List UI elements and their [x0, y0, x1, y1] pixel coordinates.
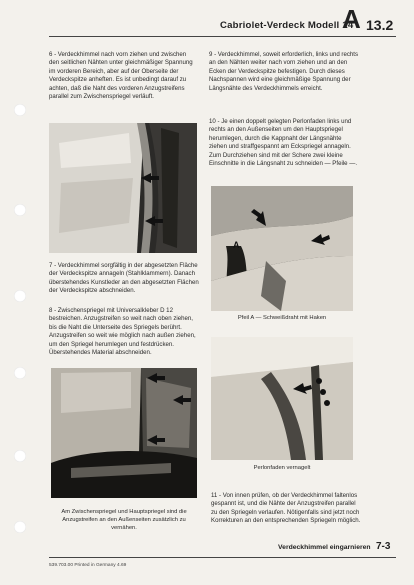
step-9-text: 9 - Verdeckhimmel, soweit erforderlich, links und rechts an den Nähten weiter nach vorn ziehen und an den Ecken der Verdeckspitze befestigen. Durch dieses Nachspannen wird eine gleichmäßige Spannung der Längsnähte des Verdeckhimmels erreicht. [209, 51, 359, 92]
caption-arrow-a: Pfeil A — Schweißdraht mit Haken [237, 315, 327, 321]
step-6-text: 6 - Verdeckhimmel nach vorn ziehen und zwischen den seitlichen Nähten unter gleichmäßiger Spannung im vorderen Bereich, aber auf der Oberseite der Verdeckspitze anheften. Es ist unbedingt darauf zu achten, daß die Naht des vorderen Anzugstreifens parallel zum Zwischenspriegel verläuft. [49, 51, 193, 101]
step-7-text: 7 - Verdeckhimmel sorgfältig in der abgesetzten Fläche der Verdeckspitze annageln (Stahlklammern). Danach überstehendes Kunstleder an den abgesetzten Flächen der Verdeckspitze abschneiden. [49, 262, 199, 295]
step-10-text: 10 - Je einen doppelt gelegten Perlonfaden links und rechts an den Außenseiten um den Hauptspriegel herumlegen, durch die Kappnaht der Längsnähte ziehen und straffgespannt am Eckspriegel annageln. Zum Durchziehen sind mit der Schere zwei kleine Einschnitte in die Längsnaht zu schneiden — Pfeile —. [209, 118, 358, 168]
photo-zwischenspriegel [51, 368, 197, 498]
punch-hole [14, 521, 26, 533]
page-number: 7-3 [376, 541, 391, 552]
step-11-text: 11 - Von innen prüfen, ob der Verdeckhimmel faltenlos gespannt ist, und die Nähte der Anzugstreifen parallel zu den Spriegeln verlaufen. Nötigenfalls sind jetzt noch Korrekturen an den entsprechenden Spriegeln möglich. [211, 492, 361, 525]
photo-label-a: A [233, 240, 240, 250]
punch-hole [14, 290, 26, 302]
caption-zwischenspriegel: Am Zwischenspriegel und Hauptspriegel sind die Anzugstreifen an den Außenseiten zusätzlich zu vernähen. [61, 509, 187, 531]
punch-hole [14, 367, 26, 379]
step-8-text: 8 - Zwischenspriegel mit Universalkleber D 12 bestreichen. Anzugstreifen so weit nach oben ziehen, bis die Naht die Unterseite des Spriegels berührt. Anzugstreifen so weit wie möglich nach außen ziehen, um den Spriegel herumlegen und festdrücken. Überstehendes Material abschneiden. [49, 307, 196, 357]
photo-perlon [211, 337, 353, 460]
punch-hole [14, 204, 26, 216]
punch-hole [14, 450, 26, 462]
print-info: 539.703.00 Printed in Germany 4.69 [49, 563, 127, 568]
footer-section-title: Verdeckhimmel eingarnieren [278, 544, 371, 551]
page-title: Cabriolet-Verdeck Modell 14 [220, 20, 354, 31]
photo-step-10 [211, 186, 353, 311]
punch-hole [14, 104, 26, 116]
header-rule [49, 36, 396, 37]
caption-perlon: Perlonfaden vernagelt [253, 465, 311, 471]
footer-rule [49, 557, 396, 558]
section-number: 13.2 [366, 17, 394, 33]
section-letter: A [342, 4, 361, 34]
photo-step-6 [49, 123, 197, 253]
